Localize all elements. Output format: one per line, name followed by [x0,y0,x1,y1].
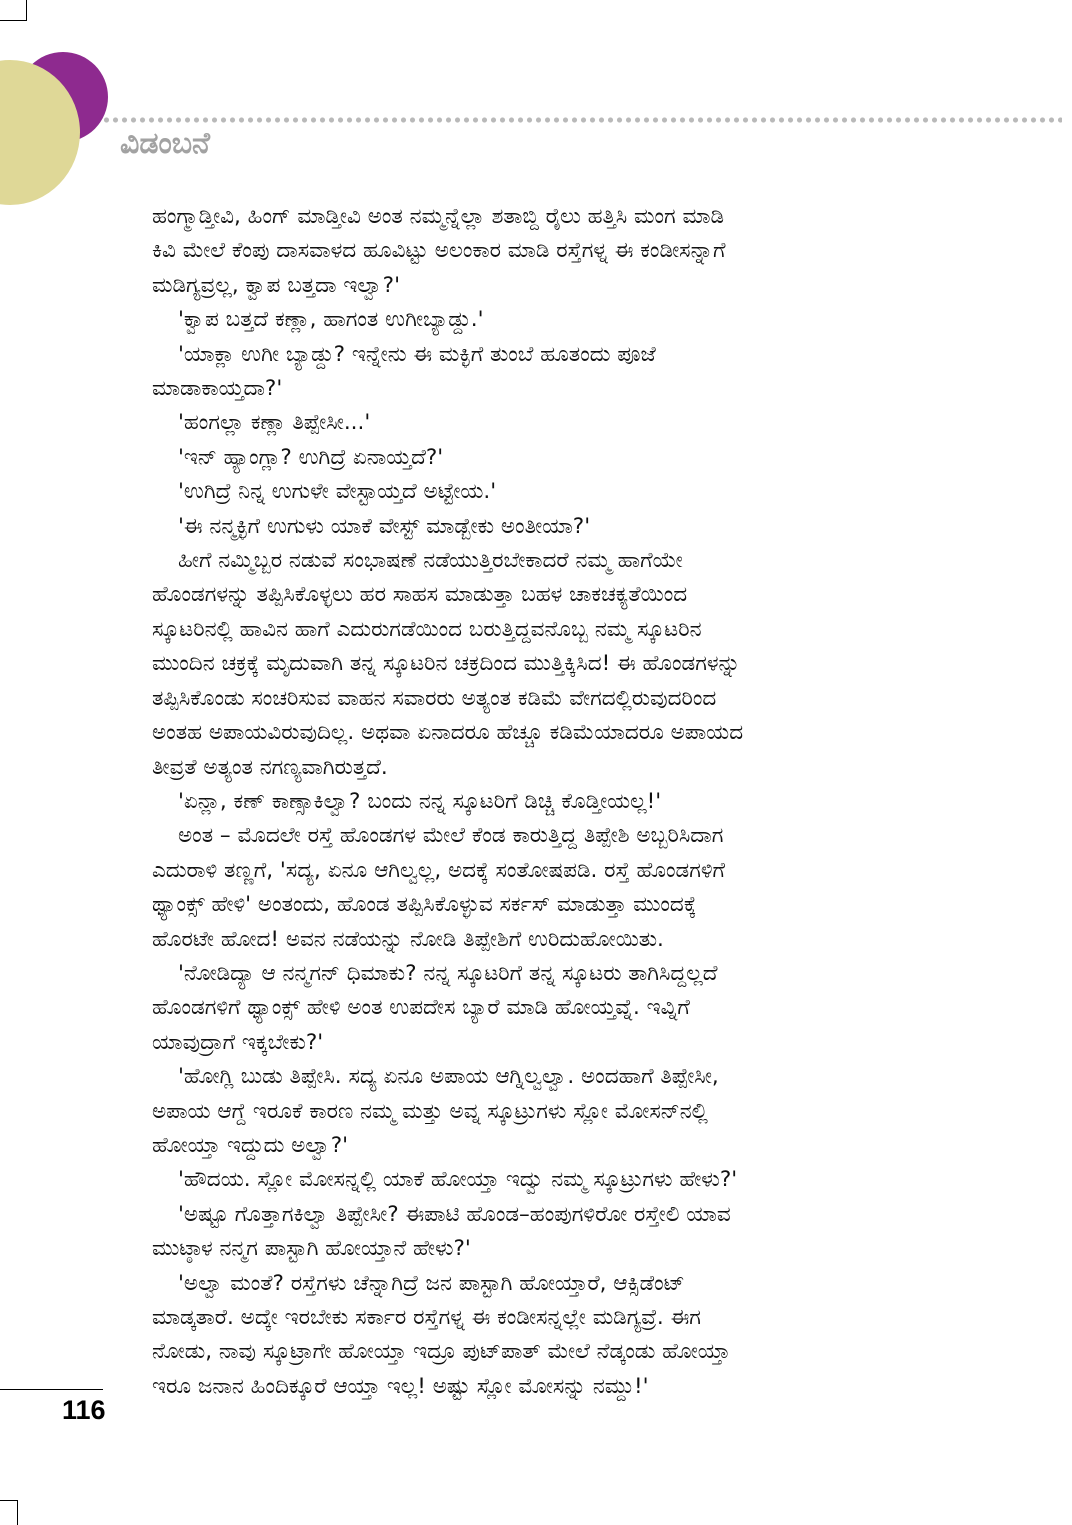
text-line: ಮಾಡ್ಕತಾರೆ. ಅದ್ಕೇ ಇರಬೇಕು ಸರ್ಕಾರ ರಸ್ತೆಗಳ್ನ ಈ ಕಂಡೀಸನ್ನಲ್ಲೇ ಮಡಿಗ್ಯವ್ರೆ. ಈಗ [152,1305,701,1330]
text-line: 'ಉಗಿದ್ರೆ ನಿನ್ನ ಉಗುಳೇ ವೇಸ್ಟಾಯ್ತದೆ ಅಟ್ಟೇಯ.' [178,479,497,505]
crop-mark-top-left [0,20,27,21]
text-line: ಅಪಾಯ ಆಗ್ದೆ ಇರೂಕೆ ಕಾರಣ ನಮ್ಮ ಮತ್ತು ಅವ್ನ ಸ್ಕೂಟ್ರುಗಳು ಸ್ಲೋ ಮೋಸನ್‌ನಲ್ಲಿ [152,1098,708,1124]
text-line: ಹೊರಟೇ ಹೋದ! ಅವನ ನಡೆಯನ್ನು ನೋಡಿ ತಿಪ್ಪೇಶಿಗೆ ಉರಿದುಹೋಯಿತು. [152,926,664,952]
page-number-rule [0,1389,103,1390]
text-line: 'ಇನ್ ಹ್ಯಾಂಗ್ಲಾ? ಉಗಿದ್ರೆ ಏನಾಯ್ತದೆ?' [178,444,444,470]
section-title: ವಿಡಂಬನೆ [120,126,210,161]
text-line: 'ಹಂಗಲ್ಲಾ ಕಣ್ಲಾ ತಿಪ್ಪೇಸೀ...' [178,410,371,436]
text-line: ಸ್ಕೂಟರಿನಲ್ಲಿ ಹಾವಿನ ಹಾಗೆ ಎದುರುಗಡೆಯಿಂದ ಬರುತ್ತಿದ್ದವನೊಬ್ಬ ನಮ್ಮ ಸ್ಕೂಟರಿನ [152,616,702,642]
crop-mark-bottom-left [0,1500,18,1501]
text-line: ಯಾವುದ್ರಾಗೆ ಇಕ್ಕಬೇಕು?' [152,1029,324,1055]
text-line: 'ಹೋಗ್ಲಿ ಬುಡು ತಿಪ್ಪೇಸಿ. ಸದ್ಯ ಏನೂ ಅಪಾಯ ಆಗ್ನಿಲ್ವಲ್ವಾ. ಅಂದಹಾಗೆ ತಿಪ್ಪೇಸೀ, [178,1064,719,1090]
text-line: ಹೊಂಡಗಳಿಗೆ ಥ್ಯಾಂಕ್ಸ್ ಹೇಳಿ ಅಂತ ಉಪದೇಸ ಬ್ಯಾರೆ ಮಾಡಿ ಹೋಯ್ತವ್ನೆ. ಇವ್ನಿಗೆ [152,995,690,1021]
text-line: 'ನೋಡಿದ್ಯಾ ಆ ನನ್ಮಗನ್ ಧಿಮಾಕು? ನನ್ನ ಸ್ಕೂಟರಿಗೆ ತನ್ನ ಸ್ಕೂಟರು ತಾಗಿಸಿದ್ದಲ್ಲದೆ [178,960,718,986]
crop-mark-bottom-left [17,1500,18,1525]
dotted-header-rule [102,116,1062,124]
text-line: ಹಂಗ್ಮಾಡ್ತೀವಿ, ಹಿಂಗ್ ಮಾಡ್ತೀವಿ ಅಂತ ನಮ್ಮನ್ನೆಲ್ಲಾ ಶತಾಬ್ದಿ ರೈಲು ಹತ್ತಿಸಿ ಮಂಗ ಮಾಡಿ [152,204,725,229]
text-line: ಮಾಡಾಕಾಯ್ತದಾ?' [152,376,283,402]
text-line: 'ಅಷ್ಟೂ ಗೊತ್ತಾಗಕಿಲ್ವಾ ತಿಪ್ಪೇಸೀ? ಈಪಾಟಿ ಹೊಂಡ–ಹಂಪುಗಳಿರೋ ರಸ್ತೇಲಿ ಯಾವ [178,1201,731,1227]
text-line: ಅಂತ – ಮೊದಲೇ ರಸ್ತೆ ಹೊಂಡಗಳ ಮೇಲೆ ಕೆಂಡ ಕಾರುತ್ತಿದ್ದ ತಿಪ್ಪೇಶಿ ಅಬ್ಬರಿಸಿದಾಗ [178,823,724,849]
text-line: 'ಅಲ್ವಾ ಮಂತೆ? ರಸ್ತೆಗಳು ಚೆನ್ನಾಗಿದ್ರೆ ಜನ ಪಾಸ್ಟಾಗಿ ಹೋಯ್ತಾರೆ, ಆಕ್ಸಿಡೆಂಟ್ [178,1270,685,1296]
text-line: ತಪ್ಪಿಸಿಕೊಂಡು ಸಂಚರಿಸುವ ವಾಹನ ಸವಾರರು ಅತ್ಯಂತ ಕಡಿಮೆ ವೇಗದಲ್ಲಿರುವುದರಿಂದ [152,685,717,711]
text-line: ಕಿವಿ ಮೇಲೆ ಕೆಂಪು ದಾಸವಾಳದ ಹೂವಿಟ್ಟು ಅಲಂಕಾರ ಮಾಡಿ ರಸ್ತೆಗಳ್ನ ಈ ಕಂಡೀಸನ್ನಾಗೆ [152,238,726,264]
text-line: ಮುಂದಿನ ಚಕ್ರಕ್ಕೆ ಮೃದುವಾಗಿ ತನ್ನ ಸ್ಕೂಟರಿನ ಚಕ್ರದಿಂದ ಮುತ್ತಿಕ್ಕಿಸಿದ! ಈ ಹೊಂಡಗಳನ್ನು [152,651,741,677]
text-line: 'ಯಾಕ್ಲಾ ಉಗೀ ಬ್ಯಾಡ್ದು? ಇನ್ನೇನು ಈ ಮಕ್ಳಿಗೆ ತುಂಬೆ ಹೂತಂದು ಪೂಜೆ [178,341,656,367]
text-line: ಥ್ಯಾಂಕ್ಸ್ ಹೇಳಿ' ಅಂತಂದು, ಹೊಂಡ ತಪ್ಪಿಸಿಕೊಳ್ಳುವ ಸರ್ಕಸ್ ಮಾಡುತ್ತಾ ಮುಂದಕ್ಕೆ [152,892,697,918]
text-line: ಮಡಿಗ್ಯವ್ರಲ್ಲ, ಕ್ವಾಪ ಬತ್ತದಾ ಇಲ್ವಾ?' [152,272,400,298]
text-line: ಎದುರಾಳಿ ತಣ್ಣಗೆ, 'ಸದ್ಯ, ಏನೂ ಆಗಿಲ್ವಲ್ಲ, ಅದಕ್ಕೆ ಸಂತೋಷಪಡಿ. ರಸ್ತೆ ಹೊಂಡಗಳಿಗೆ [152,857,726,883]
text-line: ನೋಡು, ನಾವು ಸ್ಕೂಟ್ರಾಗೇ ಹೋಯ್ತಾ ಇದ್ರೂ ಪುಟ್‌ಪಾತ್ ಮೇಲೆ ನೆಡ್ಕಂಡು ಹೋಯ್ತಾ [152,1339,731,1365]
body-text [152,200,912,1404]
text-line: ಅಂತಹ ಅಪಾಯವಿರುವುದಿಲ್ಲ. ಅಥವಾ ಏನಾದರೂ ಹೆಚ್ಚೂ ಕಡಿಮೆಯಾದರೂ ಅಪಾಯದ [152,720,744,746]
text-line: ತೀವ್ರತೆ ಅತ್ಯಂತ ನಗಣ್ಯವಾಗಿರುತ್ತದೆ. [152,754,388,780]
text-line: ಹೋಯ್ತಾ ಇದ್ದುದು ಅಲ್ವಾ?' [152,1132,349,1158]
text-line: 'ಏನ್ಲಾ, ಕಣ್ ಕಾಣ್ಸಾಕಿಲ್ವಾ? ಬಂದು ನನ್ನ ಸ್ಕೂಟರಿಗೆ ಡಿಚ್ಚಿ ಕೊಡ್ತೀಯಲ್ಲ!' [178,788,662,814]
text-line: 'ಈ ನನ್ಮಕ್ಳಿಗೆ ಉಗುಳು ಯಾಕೆ ವೇಸ್ಟ್ ಮಾಡ್ಬೇಕು ಅಂತೀಯಾ?' [178,513,591,539]
text-line: ಹೊಂಡಗಳನ್ನು ತಪ್ಪಿಸಿಕೊಳ್ಳಲು ಹರ ಸಾಹಸ ಮಾಡುತ್ತಾ ಬಹಳ ಚಾಕಚಕ್ಯತೆಯಿಂದ [152,582,688,608]
text-line: ಇರೂ ಜನಾನ ಹಿಂದಿಕ್ಕೂರೆ ಆಯ್ತಾ ಇಲ್ಲ! ಅಷ್ಟು ಸ್ಲೋ ಮೋಸನ್ನು ನಮ್ದು!' [152,1373,649,1399]
text-line: ಮುಟ್ಠಾಳ ನನ್ಮಗ ಪಾಸ್ಟಾಗಿ ಹೋಯ್ತಾನೆ ಹೇಳು?' [152,1236,471,1262]
page-number: 116 [62,1395,106,1425]
text-line: 'ಕ್ವಾಪ ಬತ್ತದೆ ಕಣ್ಲಾ, ಹಾಗಂತ ಉಗೀಬ್ಯಾಡ್ದು.' [178,307,484,333]
text-line: ಹೀಗೆ ನಮ್ಮಿಬ್ಬರ ನಡುವೆ ಸಂಭಾಷಣೆ ನಡೆಯುತ್ತಿರಬೇಕಾದರೆ ನಮ್ಮ ಹಾಗೆಯೇ [178,548,683,574]
crop-mark-top-left [26,0,27,20]
text-line: 'ಹೌದಯ. ಸ್ಲೋ ಮೋಸನ್ನಲ್ಲಿ ಯಾಕೆ ಹೋಯ್ತಾ ಇದ್ವು ನಮ್ಮ ಸ್ಕೂಟ್ರುಗಳು ಹೇಳು?' [178,1167,738,1193]
